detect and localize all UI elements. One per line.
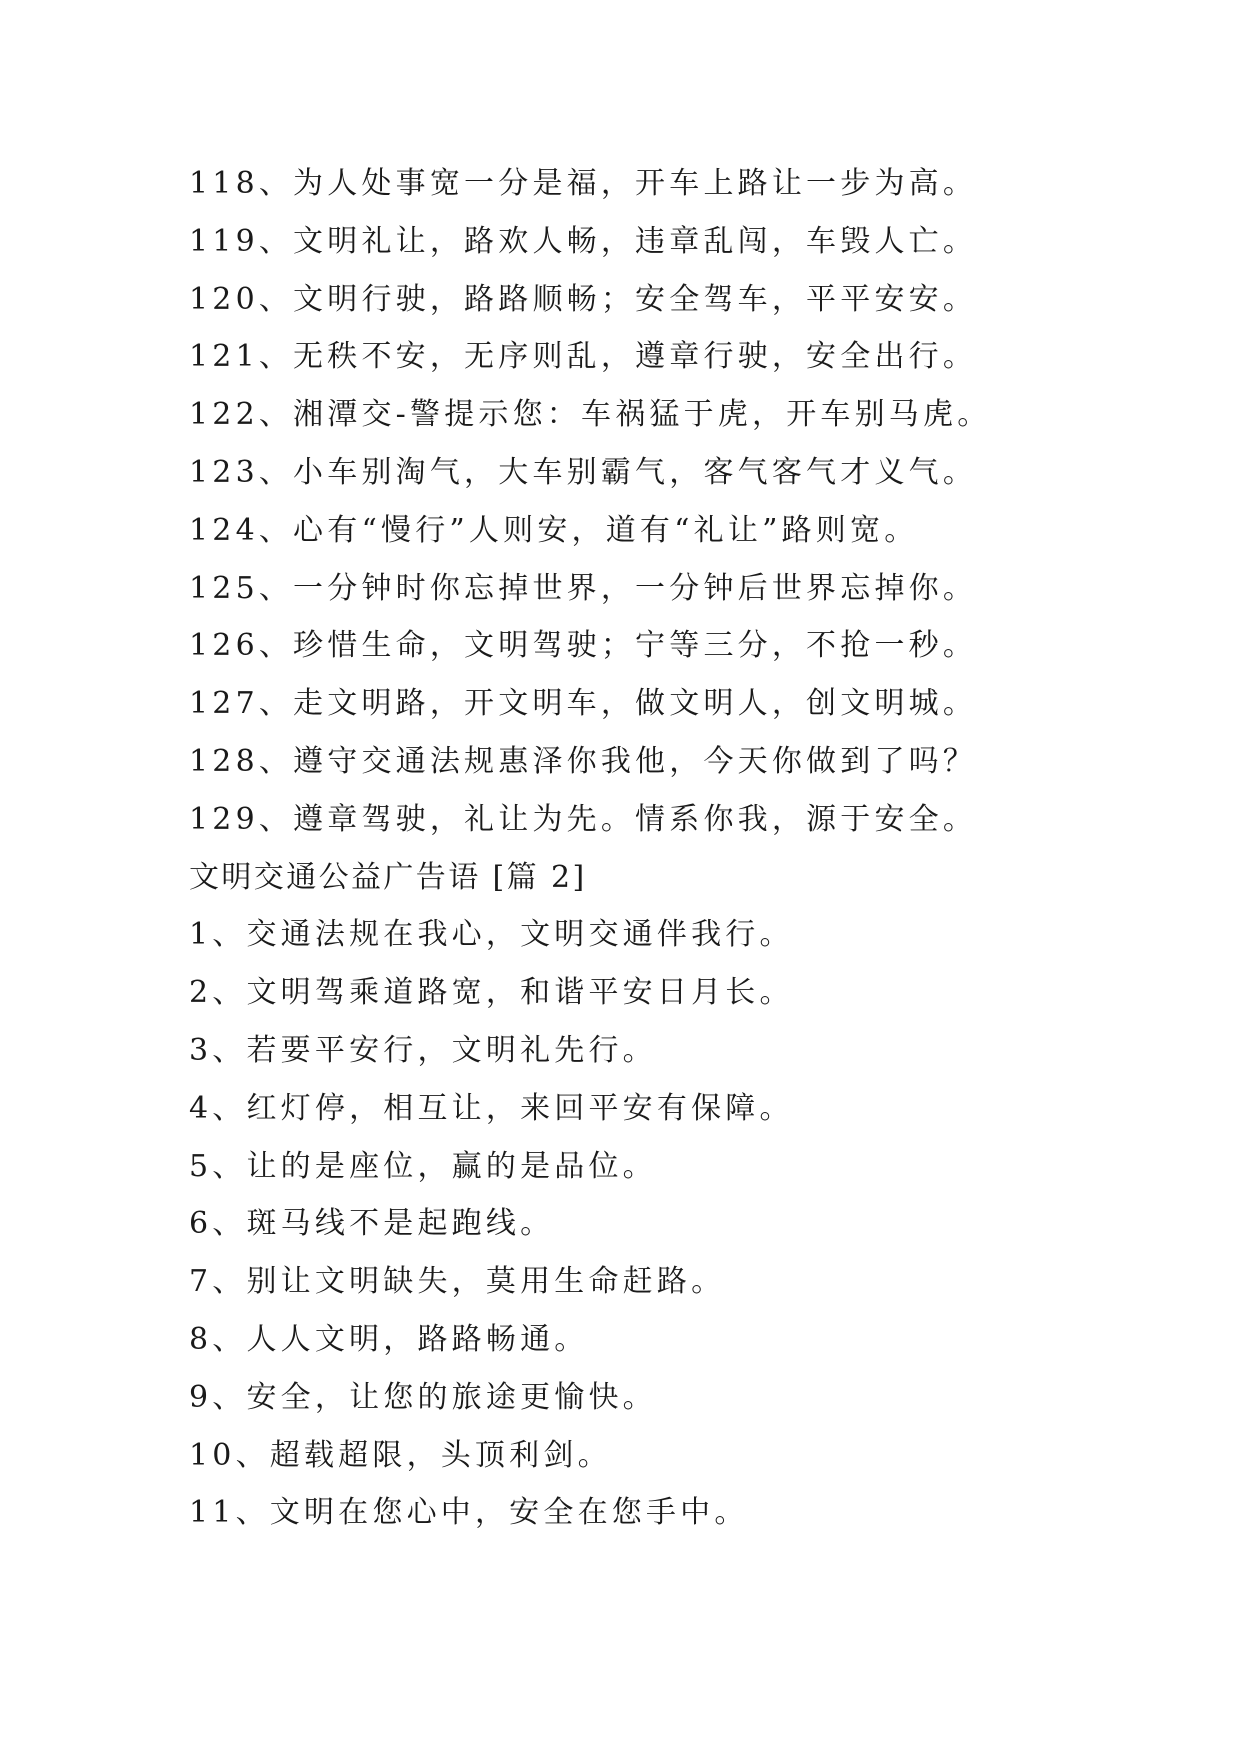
slogan-line-127: 127、走文明路，开文明车，做文明人，创文明城。 xyxy=(189,686,978,722)
slogan-line-123: 123、小车别淘气，大车别霸气，客气客气才义气。 xyxy=(189,454,978,490)
section-heading: 文明交通公益广告语 [篇 2] xyxy=(189,859,587,895)
slogan-line-5: 5、让的是座位，赢的是品位。 xyxy=(189,1148,657,1184)
slogan-line-124: 124、心有“慢行”人则安，道有“礼让”路则宽。 xyxy=(189,512,919,548)
slogan-line-1: 1、交通法规在我心，文明交通伴我行。 xyxy=(189,917,794,953)
slogan-line-3: 3、若要平安行，文明礼先行。 xyxy=(189,1032,657,1068)
document-body xyxy=(189,155,1189,1542)
slogan-line-10: 10、超载超限，头顶利剑。 xyxy=(189,1437,612,1473)
slogan-line-122: 122、湘潭交-警提示您：车祸猛于虎，开车别马虎。 xyxy=(189,397,992,433)
slogan-line-8: 8、人人文明，路路畅通。 xyxy=(189,1321,589,1357)
slogan-line-120: 120、文明行驶，路路顺畅；安全驾车，平平安安。 xyxy=(189,281,978,317)
slogan-line-9: 9、安全，让您的旅途更愉快。 xyxy=(189,1379,657,1415)
slogan-line-125: 125、一分钟时你忘掉世界，一分钟后世界忘掉你。 xyxy=(189,570,978,606)
slogan-line-129: 129、遵章驾驶，礼让为先。情系你我，源于安全。 xyxy=(189,801,978,837)
slogan-line-2: 2、文明驾乘道路宽，和谐平安日月长。 xyxy=(189,975,794,1011)
slogan-line-118: 118、为人处事宽一分是福，开车上路让一步为高。 xyxy=(189,166,978,201)
slogan-line-4: 4、红灯停，相互让，来回平安有保障。 xyxy=(189,1090,794,1126)
slogan-line-7: 7、别让文明缺失，莫用生命赶路。 xyxy=(189,1264,726,1300)
slogan-line-6: 6、斑马线不是起跑线。 xyxy=(189,1206,555,1242)
slogan-line-128: 128、遵守交通法规惠泽你我他，今天你做到了吗？ xyxy=(189,743,978,779)
slogan-line-11: 11、文明在您心中，安全在您手中。 xyxy=(189,1495,749,1531)
slogan-line-119: 119、文明礼让，路欢人畅，违章乱闯，车毁人亡。 xyxy=(189,223,978,259)
slogan-line-121: 121、无秩不安，无序则乱，遵章行驶，安全出行。 xyxy=(189,339,978,375)
slogan-line-126: 126、珍惜生命，文明驾驶；宁等三分，不抢一秒。 xyxy=(189,628,978,664)
